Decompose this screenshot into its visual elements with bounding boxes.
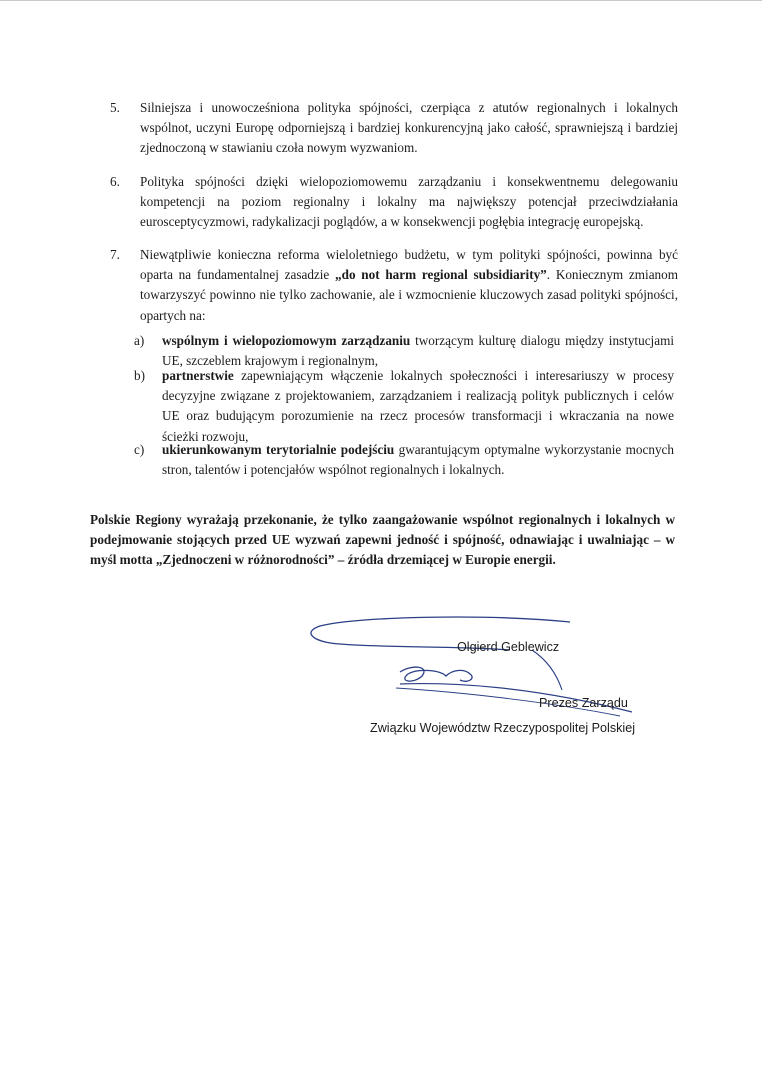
sub-item-rest: tworzącym kulturę dialogu między instytucjami UE, szczeblem krajowym i regionalnym, — [162, 333, 674, 369]
list-item-7 — [110, 245, 678, 326]
item-text: Silniejsza i unowocześniona polityka spójności, czerpiąca z atutów regionalnych i lokalnych wspólnot, uczyni Europę odporniejszą i bardziej konkurencyjną jako całość, sprawniejszą i bardziej zjednoczoną w stawianiu czoła nowym wyzwaniom. — [140, 100, 678, 156]
item-text — [140, 245, 678, 326]
sub-item-rest: zapewniającym włączenie lokalnych społeczności i interesariuszy w procesy decyzyjne związane z projektowaniem, zarządzaniem i realizacją polityk publicznych i celów UE oraz budującym porozumienie na rzecz procesów transformacji i wkraczania na nowe ścieżki rozwoju, — [162, 368, 674, 444]
item-number: 5. — [110, 100, 120, 115]
sub-item-bold: ukierunkowanym terytorialnie podejściu — [162, 442, 395, 457]
sub-item-letter: a) — [134, 333, 145, 348]
sub-item-c — [134, 440, 674, 480]
item-text-after: . Koniecznym zmianom towarzyszyć powinno nie tylko zachowanie, ale i wzmocnienie kluczowych zasad polityki spójności, opartych na: — [140, 267, 679, 323]
sub-item-rest: gwarantującym optymalne wykorzystanie mocnych stron, talentów i potencjałów wspólnot regionalnych i lokalnych. — [162, 442, 675, 478]
signatory-title: Prezes Zarządu — [539, 696, 628, 710]
item-text: Polityka spójności dzięki wielopoziomowemu zarządzaniu i konsekwentnemu delegowaniu kompetencji na poziom regionalny i lokalny ma największy potencjał przeciwdziałania eurosceptycyzmowi, radykalizacji poglądów, a w konsekwencji pogłębia integrację europejską. — [140, 174, 678, 230]
sub-item-text — [162, 440, 674, 480]
closing-statement: Polskie Regiony wyrażają przekonanie, że tylko zaangażowanie wspólnot regionalnych i lokalnych w podejmowanie stojących przed UE wyzwań zapewni jedność i spójność, odnawiając i uwalniając – w myśl motta „Zjednoczeni w różnorodności” – źródła drzemiącej w Europie energii. — [90, 512, 675, 568]
item-number: 6. — [110, 174, 120, 189]
sub-item-text — [162, 366, 674, 447]
signatory-name: Olgierd Geblewicz — [457, 640, 560, 654]
sub-item-b — [134, 366, 674, 447]
sub-item-bold: wspólnym i wielopoziomowym zarządzaniu — [162, 333, 411, 348]
item-text-before: Niewątpliwie konieczna reforma wieloletniego budżetu, w tym polityki spójności, powinna być oparta na fundamentalnej zasadzie — [140, 247, 678, 283]
list-item-5 — [110, 98, 678, 159]
sub-item-bold: partnerstwie — [162, 368, 234, 383]
list-item-6 — [110, 172, 678, 233]
signatory-organization: Związku Województw Rzeczypospolitej Polskiej — [370, 721, 636, 735]
item-text-bold: „do not harm regional subsidiarity” — [335, 267, 547, 283]
sub-item-letter: c) — [134, 442, 145, 457]
sub-item-letter: b) — [134, 368, 145, 383]
page-top-edge — [0, 0, 762, 1]
item-number: 7. — [110, 247, 120, 262]
